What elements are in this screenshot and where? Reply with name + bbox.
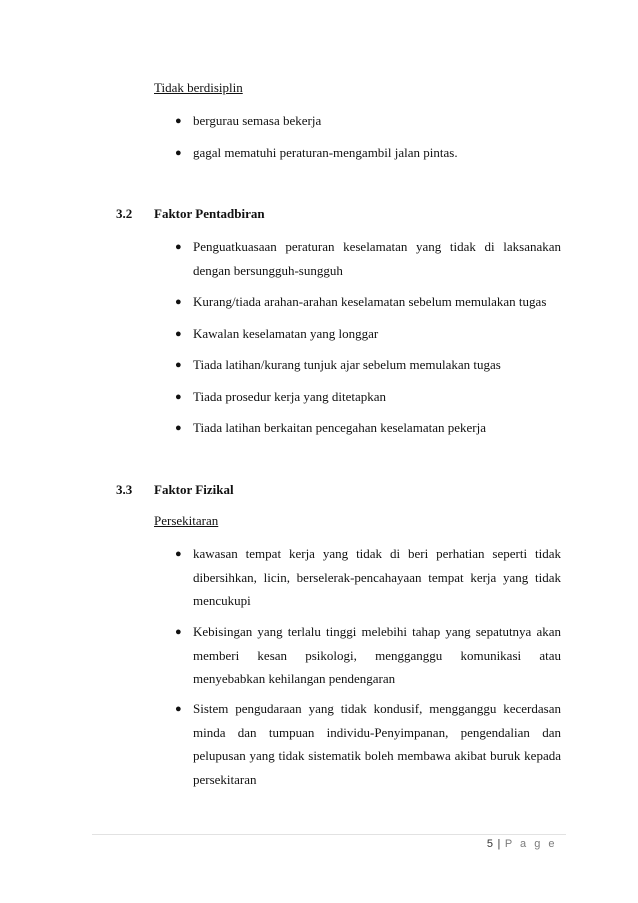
list-item: Tiada latihan/kurang tunjuk ajar sebelum memulakan tugas <box>193 357 501 372</box>
page-label: P a g e <box>504 838 557 850</box>
list-item: gagal mematuhi peraturan-mengambil jalan pintas. <box>193 145 458 160</box>
bullet-dot-icon: ● <box>175 328 182 340</box>
bullet-dot-icon: ● <box>175 359 182 371</box>
list-item: Kurang/tiada arahan-arahan keselamatan sebelum memulakan tugas <box>193 294 547 309</box>
bullet-dot-icon: ● <box>175 115 182 127</box>
section-number-3-3: 3.3 <box>116 482 133 497</box>
subheading-tidak-berdisiplin: Tidak berdisiplin <box>154 80 243 95</box>
bullet-dot-icon: ● <box>175 422 182 434</box>
bullet-dot-icon: ● <box>175 147 182 159</box>
list-item: kawasan tempat kerja yang tidak di beri perhatian seperti tidak dibersihkan, licin, berselerak-pencahayaan tempat kerja yang tidak mencukupi <box>193 546 561 608</box>
bullet-dot-icon: ● <box>175 626 182 638</box>
bullet-dot-icon: ● <box>175 391 182 403</box>
list-item: Tiada latihan berkaitan pencegahan keselamatan pekerja <box>193 420 486 435</box>
list-item: Sistem pengudaraan yang tidak kondusif, mengganggu kecerdasan minda dan tumpuan individu-Penyimpanan, pengendalian dan pelupusan yang tidak sistematik boleh membawa akibat buruk kepada persekitaran <box>193 701 561 787</box>
bullet-dot-icon: ● <box>175 241 182 253</box>
subheading-persekitaran: Persekitaran <box>154 513 219 528</box>
bullet-dot-icon: ● <box>175 548 182 560</box>
list-item: Kawalan keselamatan yang longgar <box>193 326 379 341</box>
footer-separator: | <box>497 838 501 850</box>
bullet-dot-icon: ● <box>175 703 182 715</box>
page-footer <box>487 838 557 850</box>
list-item: bergurau semasa bekerja <box>193 113 322 128</box>
list-item: Tiada prosedur kerja yang ditetapkan <box>193 389 387 404</box>
section-title-3-3: Faktor Fizikal <box>154 482 234 497</box>
footer-divider <box>92 834 566 835</box>
page-number: 5 <box>486 838 494 850</box>
section-title-3-2: Faktor Pentadbiran <box>154 206 265 221</box>
section-number-3-2: 3.2 <box>116 206 133 221</box>
list-item: Penguatkuasaan peraturan keselamatan yang tidak di laksanakan dengan bersungguh-sungguh <box>193 239 561 278</box>
list-item: Kebisingan yang terlalu tinggi melebihi tahap yang sepatutnya akan memberi kesan psikologi, mengganggu komunikasi atau menyebabkan kehilangan pendengaran <box>193 624 561 686</box>
bullet-dot-icon: ● <box>175 296 182 308</box>
